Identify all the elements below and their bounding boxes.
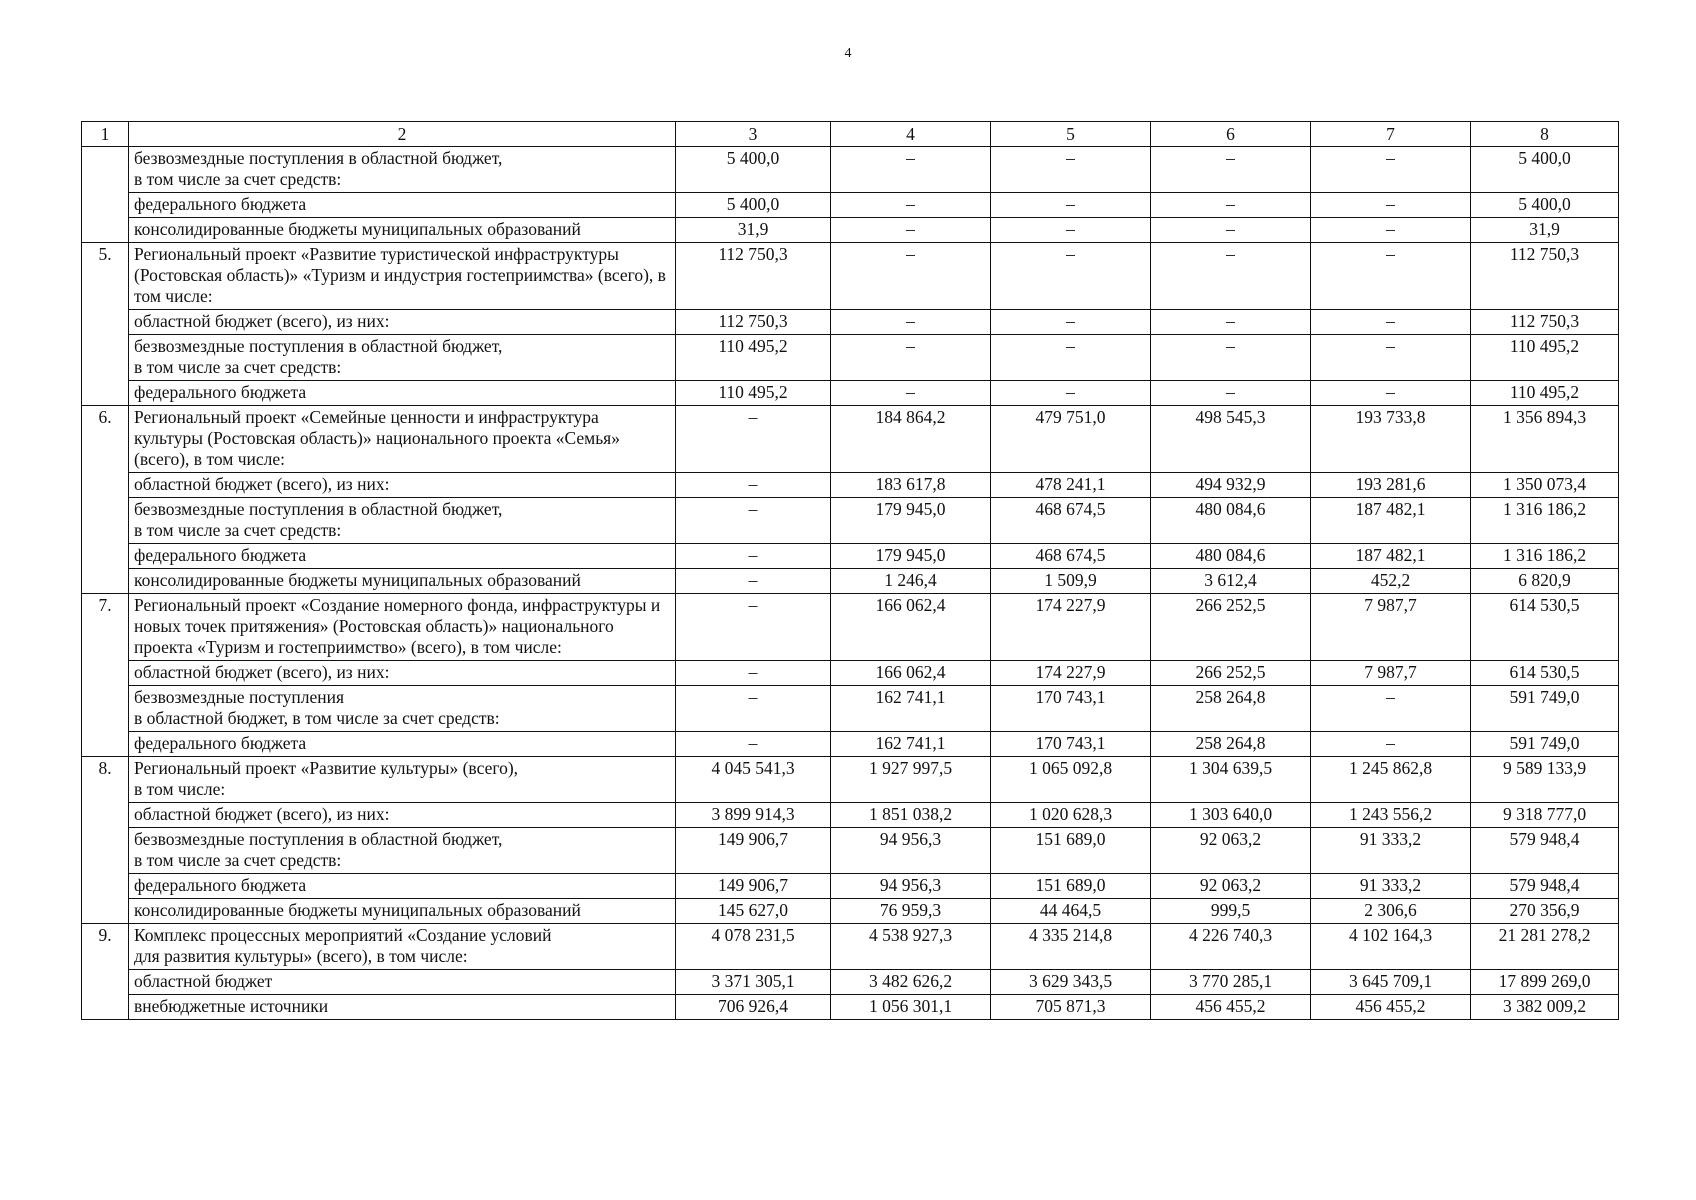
column-number-cell: 1	[82, 122, 129, 147]
value-cell: 614 530,5	[1471, 661, 1619, 686]
value-cell: –	[991, 243, 1151, 310]
row-label-cell: консолидированные бюджеты муниципальных образований	[129, 899, 676, 924]
table-row	[82, 661, 1619, 686]
value-cell: –	[1311, 732, 1471, 757]
row-label-cell: безвозмездные поступления в областной бюджет, в том числе за счет средств:	[129, 498, 676, 544]
value-cell: 266 252,5	[1151, 661, 1311, 686]
value-cell: 579 948,4	[1471, 828, 1619, 874]
row-label-cell: безвозмездные поступления в областной бюджет, в том числе за счет средств:	[129, 686, 676, 732]
value-cell: 1 246,4	[831, 569, 991, 594]
value-cell: 4 335 214,8	[991, 924, 1151, 970]
column-number-cell: 4	[831, 122, 991, 147]
column-number-cell: 5	[991, 122, 1151, 147]
value-cell: 3 629 343,5	[991, 970, 1151, 995]
value-cell: 149 906,7	[676, 874, 831, 899]
value-cell: 187 482,1	[1311, 498, 1471, 544]
value-cell: –	[676, 544, 831, 569]
table-row	[82, 686, 1619, 732]
value-cell: 1 245 862,8	[1311, 757, 1471, 803]
value-cell: 94 956,3	[831, 874, 991, 899]
value-cell: 3 899 914,3	[676, 803, 831, 828]
table-row-section	[82, 924, 1619, 970]
value-cell: –	[1311, 335, 1471, 381]
table-row-section	[82, 406, 1619, 473]
row-label-cell: Региональный проект «Развитие туристической инфраструктуры (Ростовская область)» «Туризм и индустрия гостеприимства» (всего), в том числе:	[129, 243, 676, 310]
row-number-cell: 9.	[82, 924, 129, 1020]
column-number-cell: 7	[1311, 122, 1471, 147]
value-cell: 174 227,9	[991, 594, 1151, 661]
value-cell: 162 741,1	[831, 732, 991, 757]
value-cell: 193 733,8	[1311, 406, 1471, 473]
value-cell: –	[1151, 381, 1311, 406]
value-cell: –	[1151, 335, 1311, 381]
value-cell: 91 333,2	[1311, 828, 1471, 874]
table-row	[82, 381, 1619, 406]
value-cell: 193 281,6	[1311, 473, 1471, 498]
value-cell: 162 741,1	[831, 686, 991, 732]
value-cell: 166 062,4	[831, 594, 991, 661]
value-cell: 705 871,3	[991, 995, 1151, 1020]
value-cell: –	[676, 686, 831, 732]
value-cell: –	[1311, 193, 1471, 218]
value-cell: –	[676, 732, 831, 757]
table-row-section	[82, 757, 1619, 803]
column-number-cell: 3	[676, 122, 831, 147]
value-cell: 270 356,9	[1471, 899, 1619, 924]
table-row	[82, 544, 1619, 569]
table-row	[82, 498, 1619, 544]
value-cell: 1 056 301,1	[831, 995, 991, 1020]
value-cell: 179 945,0	[831, 544, 991, 569]
value-cell: 479 751,0	[991, 406, 1151, 473]
value-cell: 44 464,5	[991, 899, 1151, 924]
value-cell: 1 356 894,3	[1471, 406, 1619, 473]
value-cell: –	[676, 594, 831, 661]
value-cell: –	[1151, 218, 1311, 243]
value-cell: 3 371 305,1	[676, 970, 831, 995]
value-cell: 1 316 186,2	[1471, 498, 1619, 544]
row-label-cell: консолидированные бюджеты муниципальных образований	[129, 569, 676, 594]
value-cell: 9 589 133,9	[1471, 757, 1619, 803]
value-cell: 480 084,6	[1151, 544, 1311, 569]
value-cell: –	[676, 498, 831, 544]
value-cell: 3 770 285,1	[1151, 970, 1311, 995]
value-cell: –	[1311, 381, 1471, 406]
table-row	[82, 732, 1619, 757]
value-cell: 31,9	[676, 218, 831, 243]
value-cell: 4 226 740,3	[1151, 924, 1311, 970]
table-row	[82, 218, 1619, 243]
value-cell: 92 063,2	[1151, 874, 1311, 899]
value-cell: 4 078 231,5	[676, 924, 831, 970]
value-cell: 5 400,0	[1471, 193, 1619, 218]
value-cell: –	[831, 193, 991, 218]
row-number-cell: 8.	[82, 757, 129, 924]
value-cell: –	[676, 569, 831, 594]
value-cell: 614 530,5	[1471, 594, 1619, 661]
value-cell: 179 945,0	[831, 498, 991, 544]
table-row-section	[82, 243, 1619, 310]
row-label-cell: областной бюджет	[129, 970, 676, 995]
table-row	[82, 310, 1619, 335]
value-cell: 110 495,2	[1471, 335, 1619, 381]
row-label-cell: Региональный проект «Семейные ценности и инфраструктура культуры (Ростовская область)» национального проекта «Семья» (всего), в том числе:	[129, 406, 676, 473]
budget-table	[81, 121, 1619, 1020]
value-cell: 3 645 709,1	[1311, 970, 1471, 995]
value-cell: 184 864,2	[831, 406, 991, 473]
value-cell: 266 252,5	[1151, 594, 1311, 661]
value-cell: –	[991, 147, 1151, 193]
value-cell: 452,2	[1311, 569, 1471, 594]
value-cell: 480 084,6	[1151, 498, 1311, 544]
row-label-cell: внебюджетные источники	[129, 995, 676, 1020]
value-cell: –	[831, 335, 991, 381]
row-label-cell: федерального бюджета	[129, 193, 676, 218]
value-cell: 494 932,9	[1151, 473, 1311, 498]
value-cell: 3 382 009,2	[1471, 995, 1619, 1020]
value-cell: 110 495,2	[1471, 381, 1619, 406]
column-number-cell: 6	[1151, 122, 1311, 147]
value-cell: 145 627,0	[676, 899, 831, 924]
value-cell: –	[991, 335, 1151, 381]
table-row	[82, 874, 1619, 899]
table-row	[82, 970, 1619, 995]
value-cell: 7 987,7	[1311, 661, 1471, 686]
value-cell: 92 063,2	[1151, 828, 1311, 874]
row-label-cell: безвозмездные поступления в областной бюджет, в том числе за счет средств:	[129, 335, 676, 381]
value-cell: 5 400,0	[1471, 147, 1619, 193]
row-label-cell: Региональный проект «Создание номерного фонда, инфраструктуры и новых точек притяжения» (Ростовская область)» национального проекта «Туризм и гостеприимство» (всего), в том числе:	[129, 594, 676, 661]
row-label-cell: областной бюджет (всего), из них:	[129, 661, 676, 686]
value-cell: 6 820,9	[1471, 569, 1619, 594]
value-cell: 3 612,4	[1151, 569, 1311, 594]
value-cell: 110 495,2	[676, 381, 831, 406]
value-cell: 9 318 777,0	[1471, 803, 1619, 828]
table-row	[82, 473, 1619, 498]
value-cell: 7 987,7	[1311, 594, 1471, 661]
value-cell: 1 243 556,2	[1311, 803, 1471, 828]
value-cell: 183 617,8	[831, 473, 991, 498]
column-number-cell: 8	[1471, 122, 1619, 147]
value-cell: 112 750,3	[1471, 310, 1619, 335]
value-cell: 999,5	[1151, 899, 1311, 924]
value-cell: 1 350 073,4	[1471, 473, 1619, 498]
value-cell: 76 959,3	[831, 899, 991, 924]
table-row	[82, 193, 1619, 218]
value-cell: 4 045 541,3	[676, 757, 831, 803]
row-label-cell: федерального бюджета	[129, 874, 676, 899]
value-cell: 1 927 997,5	[831, 757, 991, 803]
value-cell: –	[676, 661, 831, 686]
value-cell: 591 749,0	[1471, 732, 1619, 757]
value-cell: –	[991, 381, 1151, 406]
value-cell: –	[1151, 193, 1311, 218]
value-cell: –	[1151, 310, 1311, 335]
row-label-cell: федерального бюджета	[129, 381, 676, 406]
value-cell: 170 743,1	[991, 686, 1151, 732]
value-cell: –	[1311, 218, 1471, 243]
value-cell: 4 538 927,3	[831, 924, 991, 970]
value-cell: 21 281 278,2	[1471, 924, 1619, 970]
row-number-cell: 6.	[82, 406, 129, 594]
value-cell: –	[1151, 147, 1311, 193]
row-label-cell: Региональный проект «Развитие культуры» (всего), в том числе:	[129, 757, 676, 803]
value-cell: 174 227,9	[991, 661, 1151, 686]
value-cell: 151 689,0	[991, 874, 1151, 899]
value-cell: 258 264,8	[1151, 732, 1311, 757]
row-label-cell: областной бюджет (всего), из них:	[129, 803, 676, 828]
value-cell: 166 062,4	[831, 661, 991, 686]
value-cell: 3 482 626,2	[831, 970, 991, 995]
value-cell: 187 482,1	[1311, 544, 1471, 569]
value-cell: 1 509,9	[991, 569, 1151, 594]
value-cell: –	[831, 243, 991, 310]
column-number-cell: 2	[129, 122, 676, 147]
row-number-cell	[82, 147, 129, 243]
value-cell: 1 065 092,8	[991, 757, 1151, 803]
value-cell: 110 495,2	[676, 335, 831, 381]
value-cell: –	[991, 310, 1151, 335]
value-cell: –	[831, 147, 991, 193]
value-cell: –	[1311, 310, 1471, 335]
value-cell: 468 674,5	[991, 544, 1151, 569]
value-cell: 1 316 186,2	[1471, 544, 1619, 569]
row-label-cell: федерального бюджета	[129, 732, 676, 757]
value-cell: 468 674,5	[991, 498, 1151, 544]
value-cell: 5 400,0	[676, 147, 831, 193]
row-number-cell: 7.	[82, 594, 129, 757]
row-number-cell: 5.	[82, 243, 129, 406]
value-cell: 2 306,6	[1311, 899, 1471, 924]
value-cell: 31,9	[1471, 218, 1619, 243]
value-cell: –	[676, 473, 831, 498]
row-label-cell: Комплекс процессных мероприятий «Создание условий для развития культуры» (всего), в том числе:	[129, 924, 676, 970]
value-cell: 4 102 164,3	[1311, 924, 1471, 970]
value-cell: 112 750,3	[1471, 243, 1619, 310]
value-cell: –	[991, 218, 1151, 243]
value-cell: –	[1311, 147, 1471, 193]
row-label-cell: безвозмездные поступления в областной бюджет, в том числе за счет средств:	[129, 828, 676, 874]
value-cell: –	[831, 381, 991, 406]
value-cell: 94 956,3	[831, 828, 991, 874]
value-cell: 5 400,0	[676, 193, 831, 218]
value-cell: 91 333,2	[1311, 874, 1471, 899]
value-cell: 456 455,2	[1151, 995, 1311, 1020]
value-cell: –	[1151, 243, 1311, 310]
table-body	[82, 122, 1619, 1020]
table-row	[82, 569, 1619, 594]
value-cell: 591 749,0	[1471, 686, 1619, 732]
value-cell: 456 455,2	[1311, 995, 1471, 1020]
table-row	[82, 828, 1619, 874]
value-cell: –	[1311, 243, 1471, 310]
value-cell: 478 241,1	[991, 473, 1151, 498]
table-row	[82, 335, 1619, 381]
value-cell: 112 750,3	[676, 243, 831, 310]
table-row	[82, 147, 1619, 193]
value-cell: 1 304 639,5	[1151, 757, 1311, 803]
value-cell: 112 750,3	[676, 310, 831, 335]
row-label-cell: областной бюджет (всего), из них:	[129, 473, 676, 498]
value-cell: 1 020 628,3	[991, 803, 1151, 828]
value-cell: –	[676, 406, 831, 473]
row-label-cell: федерального бюджета	[129, 544, 676, 569]
table-row	[82, 995, 1619, 1020]
value-cell: 170 743,1	[991, 732, 1151, 757]
row-label-cell: консолидированные бюджеты муниципальных образований	[129, 218, 676, 243]
value-cell: –	[831, 310, 991, 335]
value-cell: –	[831, 218, 991, 243]
value-cell: 706 926,4	[676, 995, 831, 1020]
value-cell: 149 906,7	[676, 828, 831, 874]
row-label-cell: безвозмездные поступления в областной бюджет, в том числе за счет средств:	[129, 147, 676, 193]
table-row	[82, 899, 1619, 924]
value-cell: 498 545,3	[1151, 406, 1311, 473]
page-number: 4	[844, 46, 852, 61]
value-cell: –	[1311, 686, 1471, 732]
table-row-section	[82, 594, 1619, 661]
value-cell: 151 689,0	[991, 828, 1151, 874]
table-row	[82, 803, 1619, 828]
value-cell: 17 899 269,0	[1471, 970, 1619, 995]
column-number-row	[82, 122, 1619, 147]
value-cell: 1 851 038,2	[831, 803, 991, 828]
value-cell: 258 264,8	[1151, 686, 1311, 732]
value-cell: –	[991, 193, 1151, 218]
value-cell: 1 303 640,0	[1151, 803, 1311, 828]
value-cell: 579 948,4	[1471, 874, 1619, 899]
row-label-cell: областной бюджет (всего), из них:	[129, 310, 676, 335]
